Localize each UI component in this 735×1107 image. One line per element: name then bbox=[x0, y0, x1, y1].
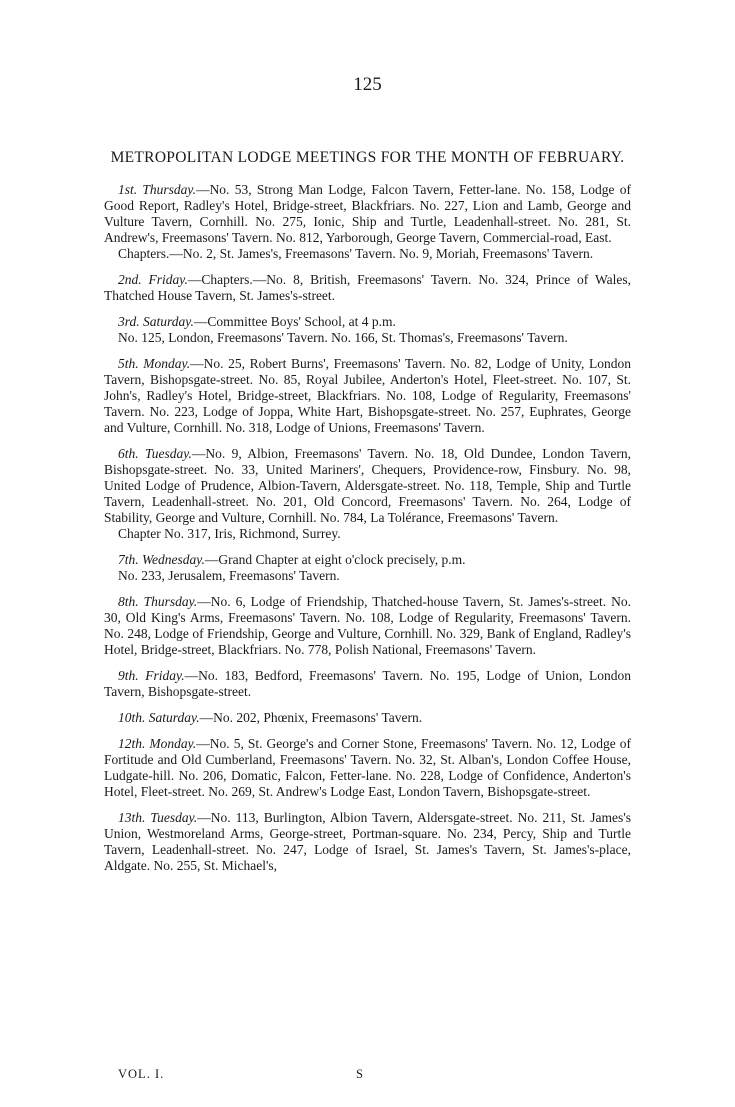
entry-day: 13th. Tuesday. bbox=[118, 810, 198, 825]
entry-text: —No. 9, Albion, Freemasons' Tavern. No. 18, Old Dundee, London Tavern, Bishopsgate-street. No. 33, United Mariners', Chequers, Providence-row, Finsbury. No. 98, United Lodge of Prudence, Albion-Tavern, Aldersgate-street. No. 118, Temple, Ship and Turtle Tavern, Leadenhall-street. No. 201, Old Concord, Freemasons' Tavern. No. 264, Lodge of Stability, George and Vulture, Cornhill. No. 784, La Tolérance, Freemasons' Tavern. bbox=[104, 446, 632, 525]
meeting-entry bbox=[104, 182, 631, 262]
entry-day: 6th. Tuesday. bbox=[118, 446, 192, 461]
meeting-entry bbox=[104, 552, 631, 584]
signature-mark: S bbox=[356, 1067, 363, 1081]
entry-text: —No. 25, Robert Burns', Freemasons' Tavern. No. 82, Lodge of Unity, London Tavern, Bishopsgate-street. No. 85, Royal Jubilee, Anderton's Hotel, Fleet-street. No. 107, St. John's, Radley's Hotel, Bridge-street, Blackfriars. No. 108, Lodge of Regularity, Freemasons' Tavern. No. 223, Lodge of Joppa, White Hart, Bishopsgate-street. No. 257, Euphrates, George and Vulture, Cornhill. No. 318, Lodge of Unions, Freemasons' Tavern. bbox=[104, 356, 631, 435]
entry-text: —No. 202, Phœnix, Freemasons' Tavern. bbox=[199, 710, 423, 725]
entry-text: —Grand Chapter at eight o'clock precisely, p.m. bbox=[204, 552, 466, 567]
meeting-entry bbox=[104, 272, 631, 304]
meeting-entry bbox=[104, 446, 631, 542]
meeting-entry bbox=[104, 736, 631, 800]
entry-day: 5th. Monday. bbox=[118, 356, 191, 371]
entry-day: 8th. Thursday. bbox=[118, 594, 198, 609]
entry-text: —No. 113, Burlington, Albion Tavern, Aldersgate-street. No. 211, St. James's Union, Westmoreland Arms, George-street, Portman-square. No. 234, Percy, Ship and Turtle Tavern, Leadenhall-street. No. 247, Lodge of Israel, St. James's Tavern, St. James's-place, Aldgate. No. 255, St. Michael's, bbox=[104, 810, 631, 873]
page-number: 125 bbox=[353, 74, 382, 95]
entry-text: —Committee Boys' School, at 4 p.m. bbox=[193, 314, 396, 329]
page-title: METROPOLITAN LODGE MEETINGS FOR THE MONTH OF FEBRUARY. bbox=[110, 149, 625, 166]
entry-day: 10th. Saturday. bbox=[118, 710, 200, 725]
entry-text: —No. 53, Strong Man Lodge, Falcon Tavern, Fetter-lane. No. 158, Lodge of Good Report, Radley's Hotel, Bridge-street, Blackfriars. No. 227, Lion and Lamb, George and Vulture Tavern, Cornhill. No. 275, Ionic, Ship and Turtle, Leadenhall-street. No. 281, St. Andrew's, Freemasons' Tavern. No. 812, Yarborough, George Tavern, Commercial-road, East. bbox=[104, 182, 631, 245]
entry-day: 7th. Wednesday. bbox=[118, 552, 205, 567]
entry-day: 9th. Friday. bbox=[118, 668, 185, 683]
entry-text: —No. 6, Lodge of Friendship, Thatched-house Tavern, St. James's-street. No. 30, Old King's Arms, Freemasons' Tavern. No. 108, Lodge of Regularity, Freemasons' Tavern. No. 248, Lodge of Friendship, George and Vulture, Cornhill. No. 329, Bank of England, Radley's Hotel, Bridge-street, Blackfriars. No. 778, Polish National, Freemasons' Tavern. bbox=[104, 594, 631, 657]
meeting-entry bbox=[104, 668, 631, 700]
page-footer bbox=[118, 1067, 638, 1082]
entry-extra: Chapter No. 317, Iris, Richmond, Surrey. bbox=[118, 526, 341, 541]
entry-extra: No. 233, Jerusalem, Freemasons' Tavern. bbox=[118, 568, 340, 583]
volume-label: VOL. I. bbox=[118, 1067, 165, 1081]
entry-day: 2nd. Friday. bbox=[118, 272, 188, 287]
entry-day: 12th. Monday. bbox=[118, 736, 197, 751]
entry-text: —No. 5, St. George's and Corner Stone, Freemasons' Tavern. No. 12, Lodge of Fortitude and Old Cumberland, Freemasons' Tavern. No. 32, St. Alban's, London Coffee House, Ludgate-hill. No. 206, Domatic, Falcon, Fetter-lane. No. 228, Lodge of Confidence, Anderton's Hotel, Fleet-street. No. 269, St. Andrew's Lodge East, London Tavern, Bishopsgate-street. bbox=[104, 736, 631, 799]
meetings-list bbox=[104, 182, 631, 874]
entry-text: —No. 183, Bedford, Freemasons' Tavern. No. 195, Lodge of Union, London Tavern, Bishopsgate-street. bbox=[104, 668, 631, 699]
entry-extra: No. 125, London, Freemasons' Tavern. No. 166, St. Thomas's, Freemasons' Tavern. bbox=[118, 330, 568, 345]
entry-day: 1st. Thursday. bbox=[118, 182, 197, 197]
meeting-entry bbox=[104, 314, 631, 346]
meeting-entry bbox=[104, 356, 631, 436]
meeting-entry bbox=[104, 810, 631, 874]
entry-text: —Chapters.—No. 8, British, Freemasons' Tavern. No. 324, Prince of Wales, Thatched House Tavern, St. James's-street. bbox=[104, 272, 632, 303]
entry-extra: Chapters.—No. 2, St. James's, Freemasons' Tavern. No. 9, Moriah, Freemasons' Tavern. bbox=[118, 246, 594, 261]
meeting-entry bbox=[104, 710, 631, 726]
meeting-entry bbox=[104, 594, 631, 658]
entry-day: 3rd. Saturday. bbox=[118, 314, 194, 329]
